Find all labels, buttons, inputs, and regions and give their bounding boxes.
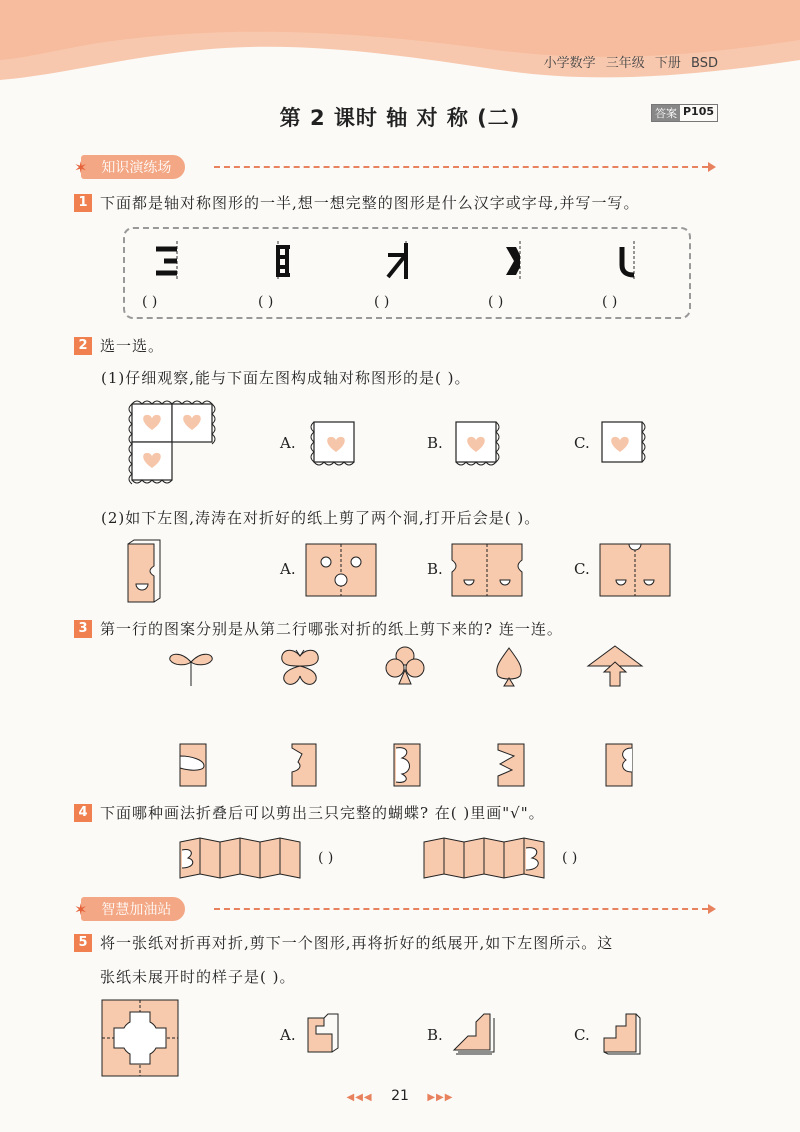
arrow-house-shape[interactable]	[586, 644, 644, 688]
half-glyph-1	[150, 241, 190, 281]
answer-blank[interactable]: ( )	[562, 850, 578, 866]
header-volume: 下册	[654, 56, 681, 71]
header-edition: BSD	[691, 56, 718, 71]
question-text: 下面哪种画法折叠后可以剪出三只完整的蝴蝶? 在( )里画"√"。	[100, 804, 545, 822]
question-text: 下面都是轴对称图形的一半,想一想完整的图形是什么汉字或字母,并写一写。	[100, 194, 640, 212]
answer-label: 答案	[652, 105, 680, 121]
half-glyph-2	[266, 241, 306, 281]
question-number: 5	[74, 934, 92, 952]
arrow-icon	[708, 904, 716, 914]
question-text-continued: 张纸未展开时的样子是( )。	[100, 968, 296, 986]
arrow-icon	[708, 162, 716, 172]
star-icon: ✶	[74, 157, 88, 177]
option-c-tile[interactable]	[598, 416, 654, 470]
question-text: 选一选。	[100, 337, 165, 355]
option-label: B.	[427, 560, 443, 578]
option-label: A.	[280, 1026, 296, 1044]
answer-blank[interactable]: ( )	[602, 294, 618, 310]
star-icon: ✶	[74, 899, 88, 919]
sprout-shape[interactable]	[166, 648, 216, 688]
option-a-unfolded[interactable]	[304, 542, 380, 600]
option-label: B.	[427, 1026, 443, 1044]
answer-tag[interactable]	[651, 104, 718, 122]
answer-page: P105	[683, 105, 715, 118]
leaf-shape[interactable]	[492, 646, 526, 688]
option-label: A.	[280, 560, 296, 578]
heart-tiles-figure	[126, 398, 218, 486]
question-text: 第一行的图案分别是从第二行哪张对折的纸上剪下来的? 连一连。	[100, 620, 563, 638]
folded-paper-4[interactable]	[494, 742, 528, 788]
clover-shape[interactable]	[382, 644, 428, 688]
page-footer	[0, 1088, 800, 1104]
option-label: A.	[280, 434, 296, 452]
folded-paper-1[interactable]	[176, 742, 210, 788]
folded-strip-1[interactable]	[176, 834, 306, 882]
header-meta	[544, 52, 718, 71]
option-label: C.	[574, 560, 590, 578]
answer-blank[interactable]: ( )	[374, 294, 390, 310]
question-number: 1	[74, 194, 92, 212]
folded-paper-2[interactable]	[286, 742, 320, 788]
answer-blank[interactable]: ( )	[258, 294, 274, 310]
option-label: C.	[574, 434, 590, 452]
question-number: 2	[74, 337, 92, 355]
option-c-unfolded[interactable]	[598, 542, 674, 600]
option-a-tile[interactable]	[304, 416, 360, 470]
page-number: 21	[391, 1088, 409, 1104]
section-banner-practice	[74, 154, 185, 180]
option-a-folded[interactable]	[302, 1012, 346, 1058]
folded-strip-2[interactable]	[420, 834, 550, 882]
option-label: C.	[574, 1026, 590, 1044]
unfolded-cross-figure	[100, 998, 180, 1078]
question-number: 3	[74, 620, 92, 638]
folded-paper-3[interactable]	[390, 742, 424, 788]
question-text: 将一张纸对折再对折,剪下一个图形,再将折好的纸展开,如下左图所示。这	[100, 934, 614, 952]
option-b-folded[interactable]	[450, 1010, 498, 1058]
option-c-folded[interactable]	[598, 1010, 644, 1058]
half-glyph-3	[382, 241, 422, 281]
header-wave	[0, 0, 800, 90]
half-glyph-4	[496, 241, 536, 281]
option-b-unfolded[interactable]	[450, 542, 526, 600]
section-banner-wisdom	[74, 896, 185, 922]
subquestion-text: (2)如下左图,涛涛在对折好的纸上剪了两个洞,打开后会是( )。	[101, 509, 541, 527]
folded-paper-5[interactable]	[602, 742, 636, 788]
section-divider	[214, 908, 708, 910]
prev-arrows-icon: ◀◀◀	[346, 1092, 373, 1103]
next-arrows-icon: ▶▶▶	[427, 1092, 454, 1103]
page-title: 第 2 课时 轴 对 称 (二)	[279, 106, 521, 130]
butterfly-shape[interactable]	[276, 646, 324, 690]
question-number: 4	[74, 804, 92, 822]
folded-paper-figure	[124, 538, 164, 608]
option-b-tile[interactable]	[450, 416, 506, 470]
answer-blank[interactable]: ( )	[488, 294, 504, 310]
header-grade: 三年级	[605, 56, 645, 71]
half-glyph-5	[610, 241, 650, 281]
option-label: B.	[427, 434, 443, 452]
header-subject: 小学数学	[543, 56, 596, 71]
answer-blank[interactable]: ( )	[318, 850, 334, 866]
subquestion-text: (1)仔细观察,能与下面左图构成轴对称图形的是( )。	[101, 369, 471, 387]
section-label: 知识演练场	[81, 155, 185, 179]
section-label: 智慧加油站	[81, 897, 185, 921]
answer-blank[interactable]: ( )	[142, 294, 158, 310]
section-divider	[214, 166, 708, 168]
